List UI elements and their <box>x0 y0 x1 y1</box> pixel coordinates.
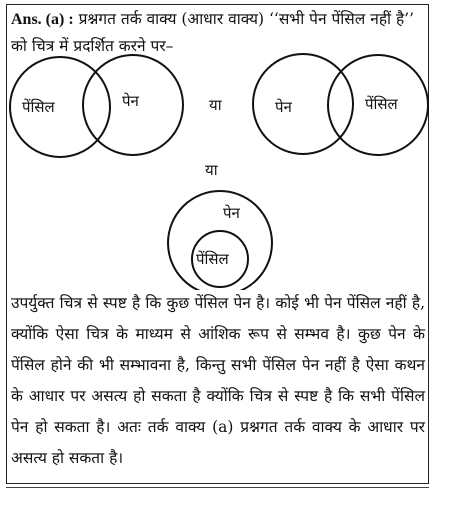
divider-line <box>6 487 429 488</box>
bottom-pen-label: पेन <box>223 204 240 222</box>
answer-label: Ans. (a) : <box>11 11 74 28</box>
or-label-2: या <box>205 161 218 179</box>
bottom-pencil-label: पेंसिल <box>196 250 229 268</box>
right-pencil-label: पेंसिल <box>365 95 398 113</box>
or-label-1: या <box>209 96 222 114</box>
right-pen-label: पेन <box>275 98 292 116</box>
left-pen-label: पेन <box>122 92 139 110</box>
explanation-paragraph: उपर्युक्त चित्र से स्पष्ट है कि कुछ पेंसिल पेन है। कोई भी पेन पेंसिल नहीं है, क्योंकि ऐसा चित्र के माध्यम से आंशिक रूप से सम्भव है। कुछ पेन के पेंसिल होने की भी सम्भावना है, किन्तु सभी पेंसिल पेन नहीं है ऐसा कथन के आधार पर असत्य हो सकता है क्योंकि चित्र से स्पष्ट है कि सभी पेंसिल पेन हो सकता है। अतः तर्क वाक्य (a) प्रश्नगत तर्क वाक्य के आधार पर असत्य हो सकता है। <box>11 294 425 467</box>
bottom-pen-circle <box>168 191 272 290</box>
answer-intro-text: प्रश्नगत तर्क वाक्य (आधार वाक्य) ‘‘सभी पेन पेंसिल नहीं है’’ को चित्र में प्रदर्शित करने पर– <box>11 10 415 55</box>
left-pencil-label: पेंसिल <box>22 98 55 116</box>
right-pen-circle <box>253 54 353 154</box>
